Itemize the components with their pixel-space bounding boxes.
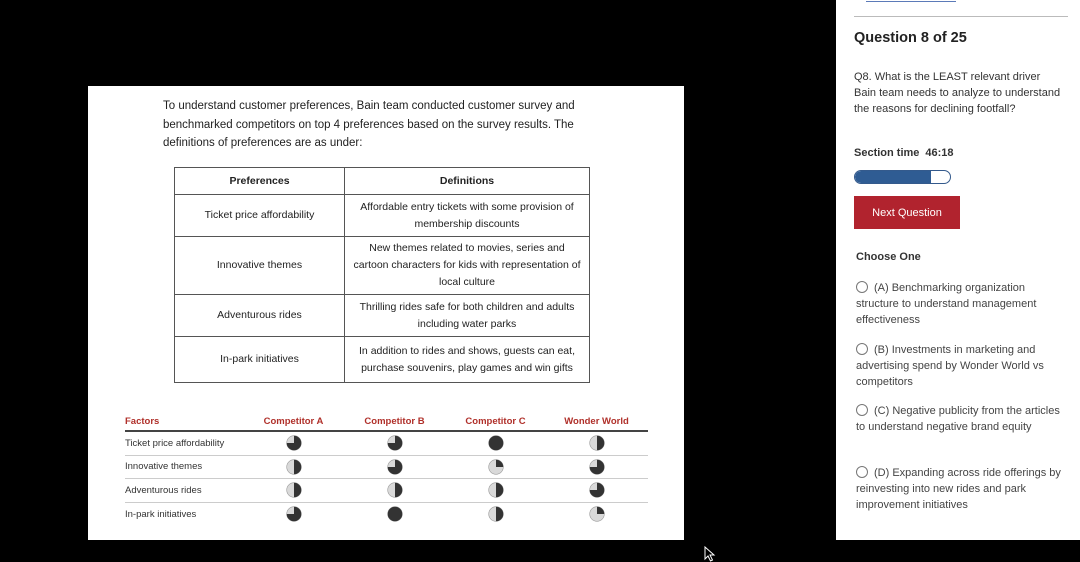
score-cell (445, 435, 546, 451)
harvey-ball-icon (589, 482, 605, 498)
score-cell (344, 506, 445, 522)
option-b[interactable] (856, 342, 1066, 390)
harvey-ball-icon (589, 459, 605, 475)
harvey-ball-icon (488, 506, 504, 522)
radio-button[interactable] (856, 466, 868, 478)
progress-bar (854, 170, 951, 184)
case-document (88, 86, 684, 540)
score-cell (546, 506, 647, 522)
option-c[interactable] (856, 403, 1066, 435)
definitions-table (174, 167, 590, 383)
table-row (125, 503, 648, 527)
definitions-header-row (175, 168, 590, 195)
score-cell (546, 435, 647, 451)
harvey-ball-icon (286, 459, 302, 475)
intro-text: To understand customer preferences, Bain team conducted customer survey and benchmarked competitors on top 4 preferences based on the survey results. The definitions of preferences are as under: (163, 100, 575, 149)
option-label: (B) Investments in marketing and advertising spend by Wonder World vs competitors (856, 344, 1044, 388)
score-cell (344, 482, 445, 498)
definition-cell: Affordable entry tickets with some provision of membership discounts (345, 195, 590, 237)
score-cell (445, 459, 546, 475)
section-time (854, 147, 954, 159)
score-cell (344, 459, 445, 475)
factors-body (125, 432, 648, 526)
competitor-header: Competitor A (263, 416, 324, 427)
question-panel (836, 0, 1080, 540)
progress-fill (855, 171, 931, 183)
score-cell (243, 435, 344, 451)
harvey-ball-icon (589, 435, 605, 451)
preference-cell: Ticket price affordability (175, 195, 345, 237)
factor-label: Ticket price affordability (125, 437, 225, 449)
preference-cell: Innovative themes (175, 237, 345, 295)
top-link[interactable] (866, 0, 956, 2)
table-row (175, 237, 590, 295)
factor-label: Adventurous rides (125, 484, 202, 496)
factors-header: Factors (125, 416, 160, 427)
definition-cell: Thrilling rides safe for both children and adults including water parks (345, 295, 590, 337)
harvey-ball-icon (589, 506, 605, 522)
preference-cell: Adventurous rides (175, 295, 345, 337)
harvey-ball-icon (387, 435, 403, 451)
competitor-header: Competitor B (364, 416, 425, 427)
score-cell (445, 506, 546, 522)
section-time-value: 46:18 (925, 147, 954, 159)
definition-cell: New themes related to movies, series and cartoon characters for kids with representation of local culture (345, 237, 590, 295)
harvey-ball-icon (488, 459, 504, 475)
option-d[interactable] (856, 465, 1066, 513)
next-question-button[interactable]: Next Question (854, 196, 960, 229)
table-row (175, 195, 590, 237)
table-row (125, 479, 648, 503)
harvey-ball-icon (286, 435, 302, 451)
score-cell (243, 459, 344, 475)
definition-cell: In addition to rides and shows, guests can eat, purchase souvenirs, play games and win gifts (345, 337, 590, 383)
option-label: (A) Benchmarking organization structure to understand management effectiveness (856, 282, 1037, 326)
mouse-cursor-icon (704, 546, 716, 562)
competitor-header: Competitor C (465, 416, 526, 427)
harvey-ball-icon (286, 482, 302, 498)
section-time-label: Section time (854, 147, 920, 159)
radio-button[interactable] (856, 281, 868, 293)
choose-one-label: Choose One (856, 251, 921, 263)
harvey-ball-icon (488, 482, 504, 498)
score-cell (445, 482, 546, 498)
harvey-ball-icon (387, 506, 403, 522)
harvey-ball-icon (286, 506, 302, 522)
factor-label: Innovative themes (125, 461, 203, 473)
table-row (125, 432, 648, 456)
option-label: (C) Negative publicity from the articles to understand negative brand equity (856, 405, 1060, 433)
score-cell (243, 506, 344, 522)
option-a[interactable] (856, 280, 1066, 328)
score-cell (243, 482, 344, 498)
preference-cell: In-park initiatives (175, 337, 345, 383)
radio-button[interactable] (856, 343, 868, 355)
definitions-header: Definitions (345, 168, 590, 195)
question-title: Question 8 of 25 (854, 30, 967, 46)
factors-header-row (125, 416, 648, 432)
table-row (175, 295, 590, 337)
divider (854, 16, 1068, 17)
competitor-header: Wonder World (564, 416, 629, 427)
option-label: (D) Expanding across ride offerings by reinvesting into new rides and park improvement initiatives (856, 467, 1061, 511)
factor-label: In-park initiatives (125, 508, 197, 520)
question-text: Q8. What is the LEAST relevant driver Bain team needs to analyze to understand the reasons for declining footfall? (854, 71, 1061, 115)
harvey-ball-icon (387, 459, 403, 475)
score-cell (546, 482, 647, 498)
radio-button[interactable] (856, 404, 868, 416)
definitions-header: Preferences (175, 168, 345, 195)
table-row (125, 456, 648, 480)
score-cell (546, 459, 647, 475)
factors-table (125, 416, 648, 526)
table-row (175, 337, 590, 383)
harvey-ball-icon (488, 435, 504, 451)
score-cell (344, 435, 445, 451)
harvey-ball-icon (387, 482, 403, 498)
